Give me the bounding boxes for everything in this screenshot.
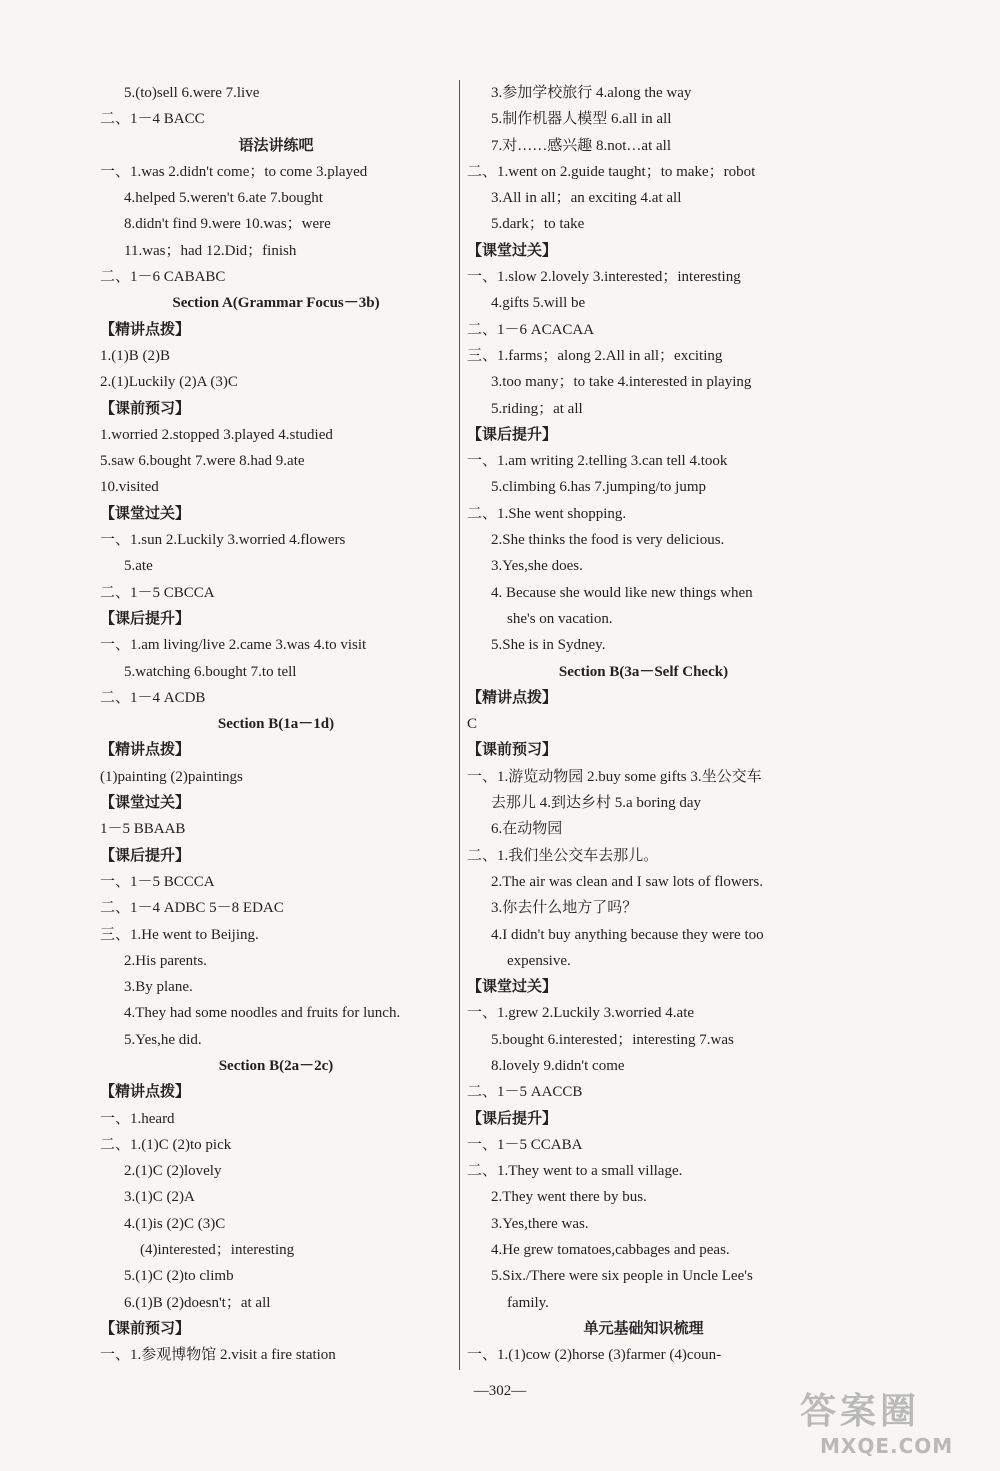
answer-line: 二、1.我们坐公交车去那儿。 (467, 847, 659, 864)
answer-line: 3.By plane. (124, 979, 193, 996)
right-column (467, 80, 820, 1369)
answer-line: 4.gifts 5.will be (491, 295, 586, 312)
answer-line: 一、1.grew 2.Luckily 3.worried 4.ate (467, 1005, 695, 1022)
answer-line: 5.Six./There were six people in Uncle Lee's (491, 1268, 753, 1285)
section-heading: 【课后提升】 (467, 1110, 558, 1127)
answer-line: 5.climbing 6.has 7.jumping/to jump (491, 479, 706, 496)
answer-line: C (467, 716, 478, 733)
section-heading: 【课前预习】 (100, 400, 191, 417)
answer-line: 5.制作机器人模型 6.all in all (491, 111, 672, 128)
section-heading: 【课堂过关】 (467, 979, 558, 996)
answer-line: 3.(1)C (2)A (124, 1189, 195, 1206)
section-heading: 【课后提升】 (467, 426, 558, 443)
answer-line: 二、1－5 CBCCA (100, 584, 215, 601)
answer-line: 一、1.am living/live 2.came 3.was 4.to visit (100, 637, 367, 654)
page-number: —302— (473, 1383, 527, 1399)
answer-line: 一、1.slow 2.lovely 3.interested；interesting (467, 269, 741, 286)
answer-line: 3.参加学校旅行 4.along the way (491, 85, 692, 101)
answer-line: 8.didn't find 9.were 10.was；were (124, 216, 331, 233)
answer-line: 三、1.farms；along 2.All in all；exciting (467, 347, 723, 364)
answer-line: 一、1－5 BCCCA (100, 873, 215, 890)
answer-line: 6.(1)B (2)doesn't；at all (124, 1294, 271, 1311)
answer-line: (4)interested；interesting (140, 1242, 295, 1259)
answer-line: 1－5 BBAAB (100, 821, 186, 838)
answer-line: she's on vacation. (507, 610, 613, 627)
answer-line: 4.helped 5.weren't 6.ate 7.bought (124, 190, 323, 207)
section-title: Section B(3a－Self Check) (558, 663, 729, 680)
answer-line: 5.riding；at all (491, 400, 583, 417)
answer-line: 11.was；had 12.Did；finish (124, 242, 297, 259)
column-divider (459, 80, 460, 1370)
answer-line: 二、1.They went to a small village. (467, 1163, 683, 1180)
answer-line: (1)painting (2)paintings (100, 768, 243, 785)
answer-line: 5.Yes,he did. (124, 1031, 202, 1048)
answer-line: 一、1.游览动物园 2.buy some gifts 3.坐公交车 (467, 768, 762, 785)
answer-line: 3.Yes,she does. (491, 558, 583, 575)
section-title: 单元基础知识梳理 (583, 1320, 704, 1337)
answer-line: 1.worried 2.stopped 3.played 4.studied (100, 426, 333, 443)
answer-line: 1.(1)B (2)B (100, 347, 170, 364)
answer-line: 5.bought 6.interested；interesting 7.was (491, 1031, 734, 1048)
answer-line: 5.watching 6.bought 7.to tell (124, 663, 297, 680)
answer-line: 4.He grew tomatoes,cabbages and peas. (491, 1242, 730, 1259)
answer-line: 3.All in all；an exciting 4.at all (491, 190, 682, 207)
section-title: Section B(1a－1d) (217, 716, 335, 733)
answer-line: 一、1.参观博物馆 2.visit a fire station (100, 1347, 336, 1364)
answer-line: 2.She thinks the food is very delicious. (491, 532, 725, 549)
answer-line: 二、1－4 ADBC 5－8 EDAC (100, 900, 284, 917)
answer-line: 二、1－6 CABABC (100, 269, 226, 286)
answer-line: 2.The air was clean and I saw lots of flowers. (491, 873, 763, 890)
answer-line: 二、1.(1)C (2)to pick (100, 1136, 232, 1153)
answer-line: 7.对……感兴趣 8.not…at all (491, 137, 671, 154)
answer-line: 一、1.sun 2.Luckily 3.worried 4.flowers (100, 532, 346, 549)
answer-line: 5.dark；to take (491, 216, 585, 233)
answer-line: 二、1－5 AACCB (467, 1084, 583, 1101)
section-heading: 【精讲点拨】 (100, 321, 191, 338)
answer-line: expensive. (507, 952, 571, 969)
answer-line: 二、1.went on 2.guide taught；to make；robot (467, 163, 756, 180)
answer-line: 5.saw 6.bought 7.were 8.had 9.ate (100, 453, 305, 470)
answer-line: 6.在动物园 (491, 821, 563, 838)
answer-line: 一、1.was 2.didn't come；to come 3.played (100, 163, 368, 180)
answer-line: 2.They went there by bus. (491, 1189, 647, 1206)
answer-line: 3.too many；to take 4.interested in playing (491, 374, 752, 391)
answer-line: 8.lovely 9.didn't come (491, 1057, 625, 1074)
answer-line: 去那儿 4.到达乡村 5.a boring day (491, 795, 701, 812)
answer-line: 10.visited (100, 479, 159, 496)
answer-line: 5.(to)sell 6.were 7.live (124, 85, 260, 101)
answer-line: 4.I didn't buy anything because they were too (491, 926, 764, 943)
answer-line: 一、1.am writing 2.telling 3.can tell 4.took (467, 453, 728, 470)
answer-line: 三、1.He went to Beijing. (100, 926, 259, 943)
section-heading: 【课堂过关】 (467, 242, 558, 259)
answer-line: 二、1－4 ACDB (100, 689, 206, 706)
section-heading: 【课后提升】 (100, 847, 191, 864)
answer-line: 一、1－5 CCABA (467, 1136, 583, 1153)
section-heading: 【精讲点拨】 (100, 1084, 191, 1101)
section-heading: 【课前预习】 (100, 1320, 191, 1337)
section-heading: 【课后提升】 (100, 610, 191, 627)
answer-line: 二、1－4 BACC (100, 111, 205, 128)
answer-line: 二、1.She went shopping. (467, 505, 627, 522)
watermark-chinese: 答案圈 (800, 1391, 921, 1432)
section-title: Section B(2a－2c) (218, 1057, 334, 1074)
section-heading: 【精讲点拨】 (100, 742, 191, 759)
section-heading: 【精讲点拨】 (467, 689, 558, 706)
answer-line: 5.She is in Sydney. (491, 637, 606, 654)
section-title: 语法讲练吧 (238, 137, 314, 154)
section-title: Section A(Grammar Focus－3b) (172, 295, 380, 312)
answer-line: 4. Because she would like new things when (491, 584, 753, 601)
section-heading: 【课前预习】 (467, 742, 558, 759)
answer-line: 4.(1)is (2)C (3)C (124, 1215, 226, 1232)
answer-line: 3.你去什么地方了吗？ (491, 900, 638, 917)
answer-line: family. (507, 1294, 549, 1311)
watermark-url: MXQE.COM (820, 1434, 954, 1458)
answer-line: 3.Yes,there was. (491, 1215, 589, 1232)
answer-line: 二、1－6 ACACAA (467, 321, 595, 338)
answer-line: 5.(1)C (2)to climb (124, 1268, 234, 1285)
answer-line: 一、1.(1)cow (2)horse (3)farmer (4)coun- (467, 1347, 722, 1364)
section-heading: 【课堂过关】 (100, 795, 191, 812)
answer-line: 5.ate (124, 558, 153, 575)
answer-line: 一、1.heard (100, 1110, 175, 1127)
answer-line: 2.(1)Luckily (2)A (3)C (100, 374, 238, 391)
answer-line: 2.His parents. (124, 952, 207, 969)
section-heading: 【课堂过关】 (100, 505, 191, 522)
watermark-logo (800, 1390, 990, 1462)
answer-line: 2.(1)C (2)lovely (124, 1163, 222, 1180)
answer-line: 4.They had some noodles and fruits for lunch. (124, 1005, 401, 1022)
left-column (100, 80, 452, 1369)
